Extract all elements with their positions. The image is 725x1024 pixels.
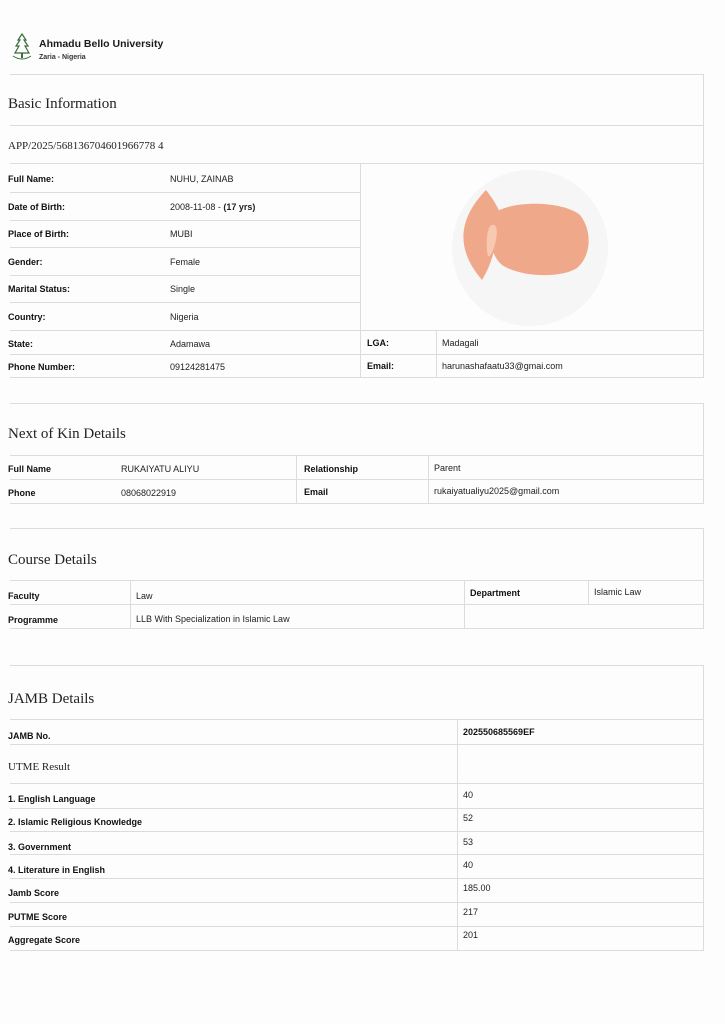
programme-label: Programme (8, 615, 59, 625)
dob-age: (17 yrs) (223, 202, 256, 212)
lga-value: Madagali (442, 338, 479, 348)
country-value: Nigeria (170, 312, 199, 322)
dob-date: 2008-11-08 - (170, 202, 224, 212)
course-title: Course Details (8, 552, 97, 568)
department-value: Islamic Law (594, 587, 642, 597)
subject-4-score: 40 (463, 860, 474, 870)
basic-info-title: Basic Information (8, 96, 117, 112)
subject-2-label: 2. Islamic Religious Knowledge (8, 817, 143, 827)
subject-3-label: 3. Government (8, 842, 72, 852)
dob-value (170, 202, 255, 212)
email-value: harunashafaatu33@gmai.com (442, 361, 563, 371)
marital-status-value: Single (170, 284, 196, 294)
marital-status-label: Marital Status: (8, 284, 71, 294)
dob-label: Date of Birth: (8, 202, 65, 212)
place-of-birth-label: Place of Birth: (8, 229, 70, 239)
avatar-placeholder-icon (452, 170, 608, 326)
subject-1-score: 40 (463, 790, 474, 800)
kin-relationship-label: Relationship (304, 464, 359, 474)
faculty-label: Faculty (8, 591, 40, 601)
kin-email-value: rukaiyatualiyu2025@gmail.com (434, 486, 560, 496)
country-label: Country: (8, 312, 46, 322)
gender-label: Gender: (8, 257, 43, 267)
subject-3-score: 53 (463, 837, 474, 847)
kin-relationship-value: Parent (434, 463, 461, 473)
full-name-label: Full Name: (8, 174, 55, 184)
jamb-no-label: JAMB No. (8, 731, 51, 741)
jamb-no-value: 202550685569EF (463, 727, 535, 737)
kin-phone-label: Phone (8, 488, 36, 498)
putme-score-value: 217 (463, 907, 479, 917)
lga-label: LGA: (367, 338, 389, 348)
state-value: Adamawa (170, 339, 211, 349)
university-location: Zaria - Nigeria (39, 54, 86, 61)
kin-name-value: RUKAIYATU ALIYU (121, 464, 200, 474)
university-crest-icon (10, 32, 34, 62)
kin-title: Next of Kin Details (8, 426, 126, 442)
jamb-score-value: 185.00 (463, 883, 491, 893)
state-label: State: (8, 339, 34, 349)
subject-4-label: 4. Literature in English (8, 865, 106, 875)
kin-email-label: Email (304, 487, 329, 497)
phone-label: Phone Number: (8, 362, 76, 372)
email-label: Email: (367, 361, 395, 371)
full-name-value: NUHU, ZAINAB (170, 174, 234, 184)
faculty-value: Law (136, 591, 153, 601)
jamb-title: JAMB Details (8, 691, 95, 707)
kin-name-label: Full Name (8, 464, 52, 474)
utme-title: UTME Result (8, 761, 71, 773)
subject-2-score: 52 (463, 813, 474, 823)
phone-value: 09124281475 (170, 362, 226, 372)
programme-value: LLB With Specialization in Islamic Law (136, 614, 290, 624)
putme-score-label: PUTME Score (8, 912, 68, 922)
gender-value: Female (170, 257, 201, 267)
aggregate-score-label: Aggregate Score (8, 935, 81, 945)
jamb-score-label: Jamb Score (8, 888, 60, 898)
aggregate-score-value: 201 (463, 930, 479, 940)
department-label: Department (470, 588, 521, 598)
place-of-birth-value: MUBI (170, 229, 193, 239)
application-number: APP/2025/568136704601966778 4 (8, 140, 164, 152)
subject-1-label: 1. English Language (8, 794, 96, 804)
kin-phone-value: 08068022919 (121, 488, 177, 498)
university-name: Ahmadu Bello University (39, 38, 164, 50)
